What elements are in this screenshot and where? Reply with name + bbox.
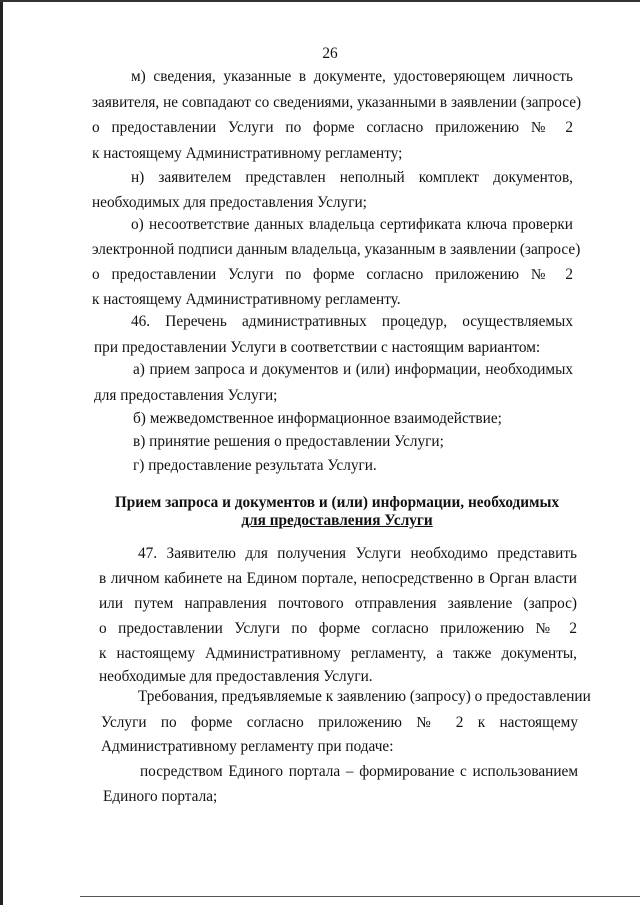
section-heading: Прием запроса и документов и (или) информации, необходимых <box>114 494 560 511</box>
scan-edge-top <box>0 0 640 2</box>
text-line: 46. Перечень административных процедур, осуществляемых <box>131 313 573 330</box>
text-line: заявителя, не совпадают со сведениями, указанными в заявлении (запросе) <box>92 94 582 111</box>
section-heading-underlined: для предоставления Услуги <box>241 512 433 529</box>
text-line: о предоставлении Услуги по форме согласно приложению № 2 <box>99 620 577 637</box>
text-line: в) принятие решения о предоставлении Услуги; <box>133 433 444 450</box>
text-line: Административному регламенту при подаче: <box>101 738 394 755</box>
text-line: к настоящему Административному регламенту. <box>92 291 401 308</box>
text-line: к настоящему Административному регламенту; <box>92 145 403 162</box>
text-line: б) межведомственное информационное взаимодействие; <box>133 410 502 427</box>
text-line: необходимые для предоставления Услуги. <box>99 668 373 685</box>
text-line: о предоставлении Услуги по форме согласно приложению № 2 <box>92 266 573 283</box>
text-line: Требования, предъявляемые к заявлению (запросу) о предоставлении <box>138 688 591 705</box>
text-line: или путем направления почтового отправления заявление (запрос) <box>99 595 577 612</box>
text-line: Единого портала; <box>103 788 218 805</box>
text-line: электронной подписи данным владельца, указанным в заявлении (запросе) <box>92 241 581 258</box>
page-number: 26 <box>322 45 338 62</box>
text-line: о) несоответствие данных владельца сертификата ключа проверки <box>131 216 573 233</box>
text-line: необходимых для предоставления Услуги; <box>92 194 367 211</box>
scan-edge-left <box>0 0 3 905</box>
text-line: для предоставления Услуги; <box>94 387 278 404</box>
text-line: а) прием запроса и документов и (или) информации, необходимых <box>133 361 573 378</box>
section-heading-line2 <box>95 512 579 530</box>
text-line: 47. Заявителю для получения Услуги необходимо представить <box>138 545 577 562</box>
text-line: в личном кабинете на Едином портале, непосредственно в Орган власти <box>99 570 577 587</box>
scan-edge-bottom <box>80 896 640 897</box>
text-line: Услуги по форме согласно приложению № 2 к настоящему <box>101 714 578 731</box>
text-line: г) предоставление результата Услуги. <box>133 457 377 474</box>
text-line: о предоставлении Услуги по форме согласно приложению № 2 <box>92 119 573 136</box>
text-line: н) заявителем представлен неполный комплект документов, <box>131 169 573 186</box>
text-line: м) сведения, указанные в документе, удостоверяющем личность <box>131 68 573 85</box>
text-line: к настоящему Административному регламенту, а также документы, <box>99 645 577 662</box>
text-line: при предоставлении Услуги в соответствии с настоящим вариантом: <box>94 339 541 356</box>
text-line: посредством Единого портала – формирование с использованием <box>140 763 578 780</box>
